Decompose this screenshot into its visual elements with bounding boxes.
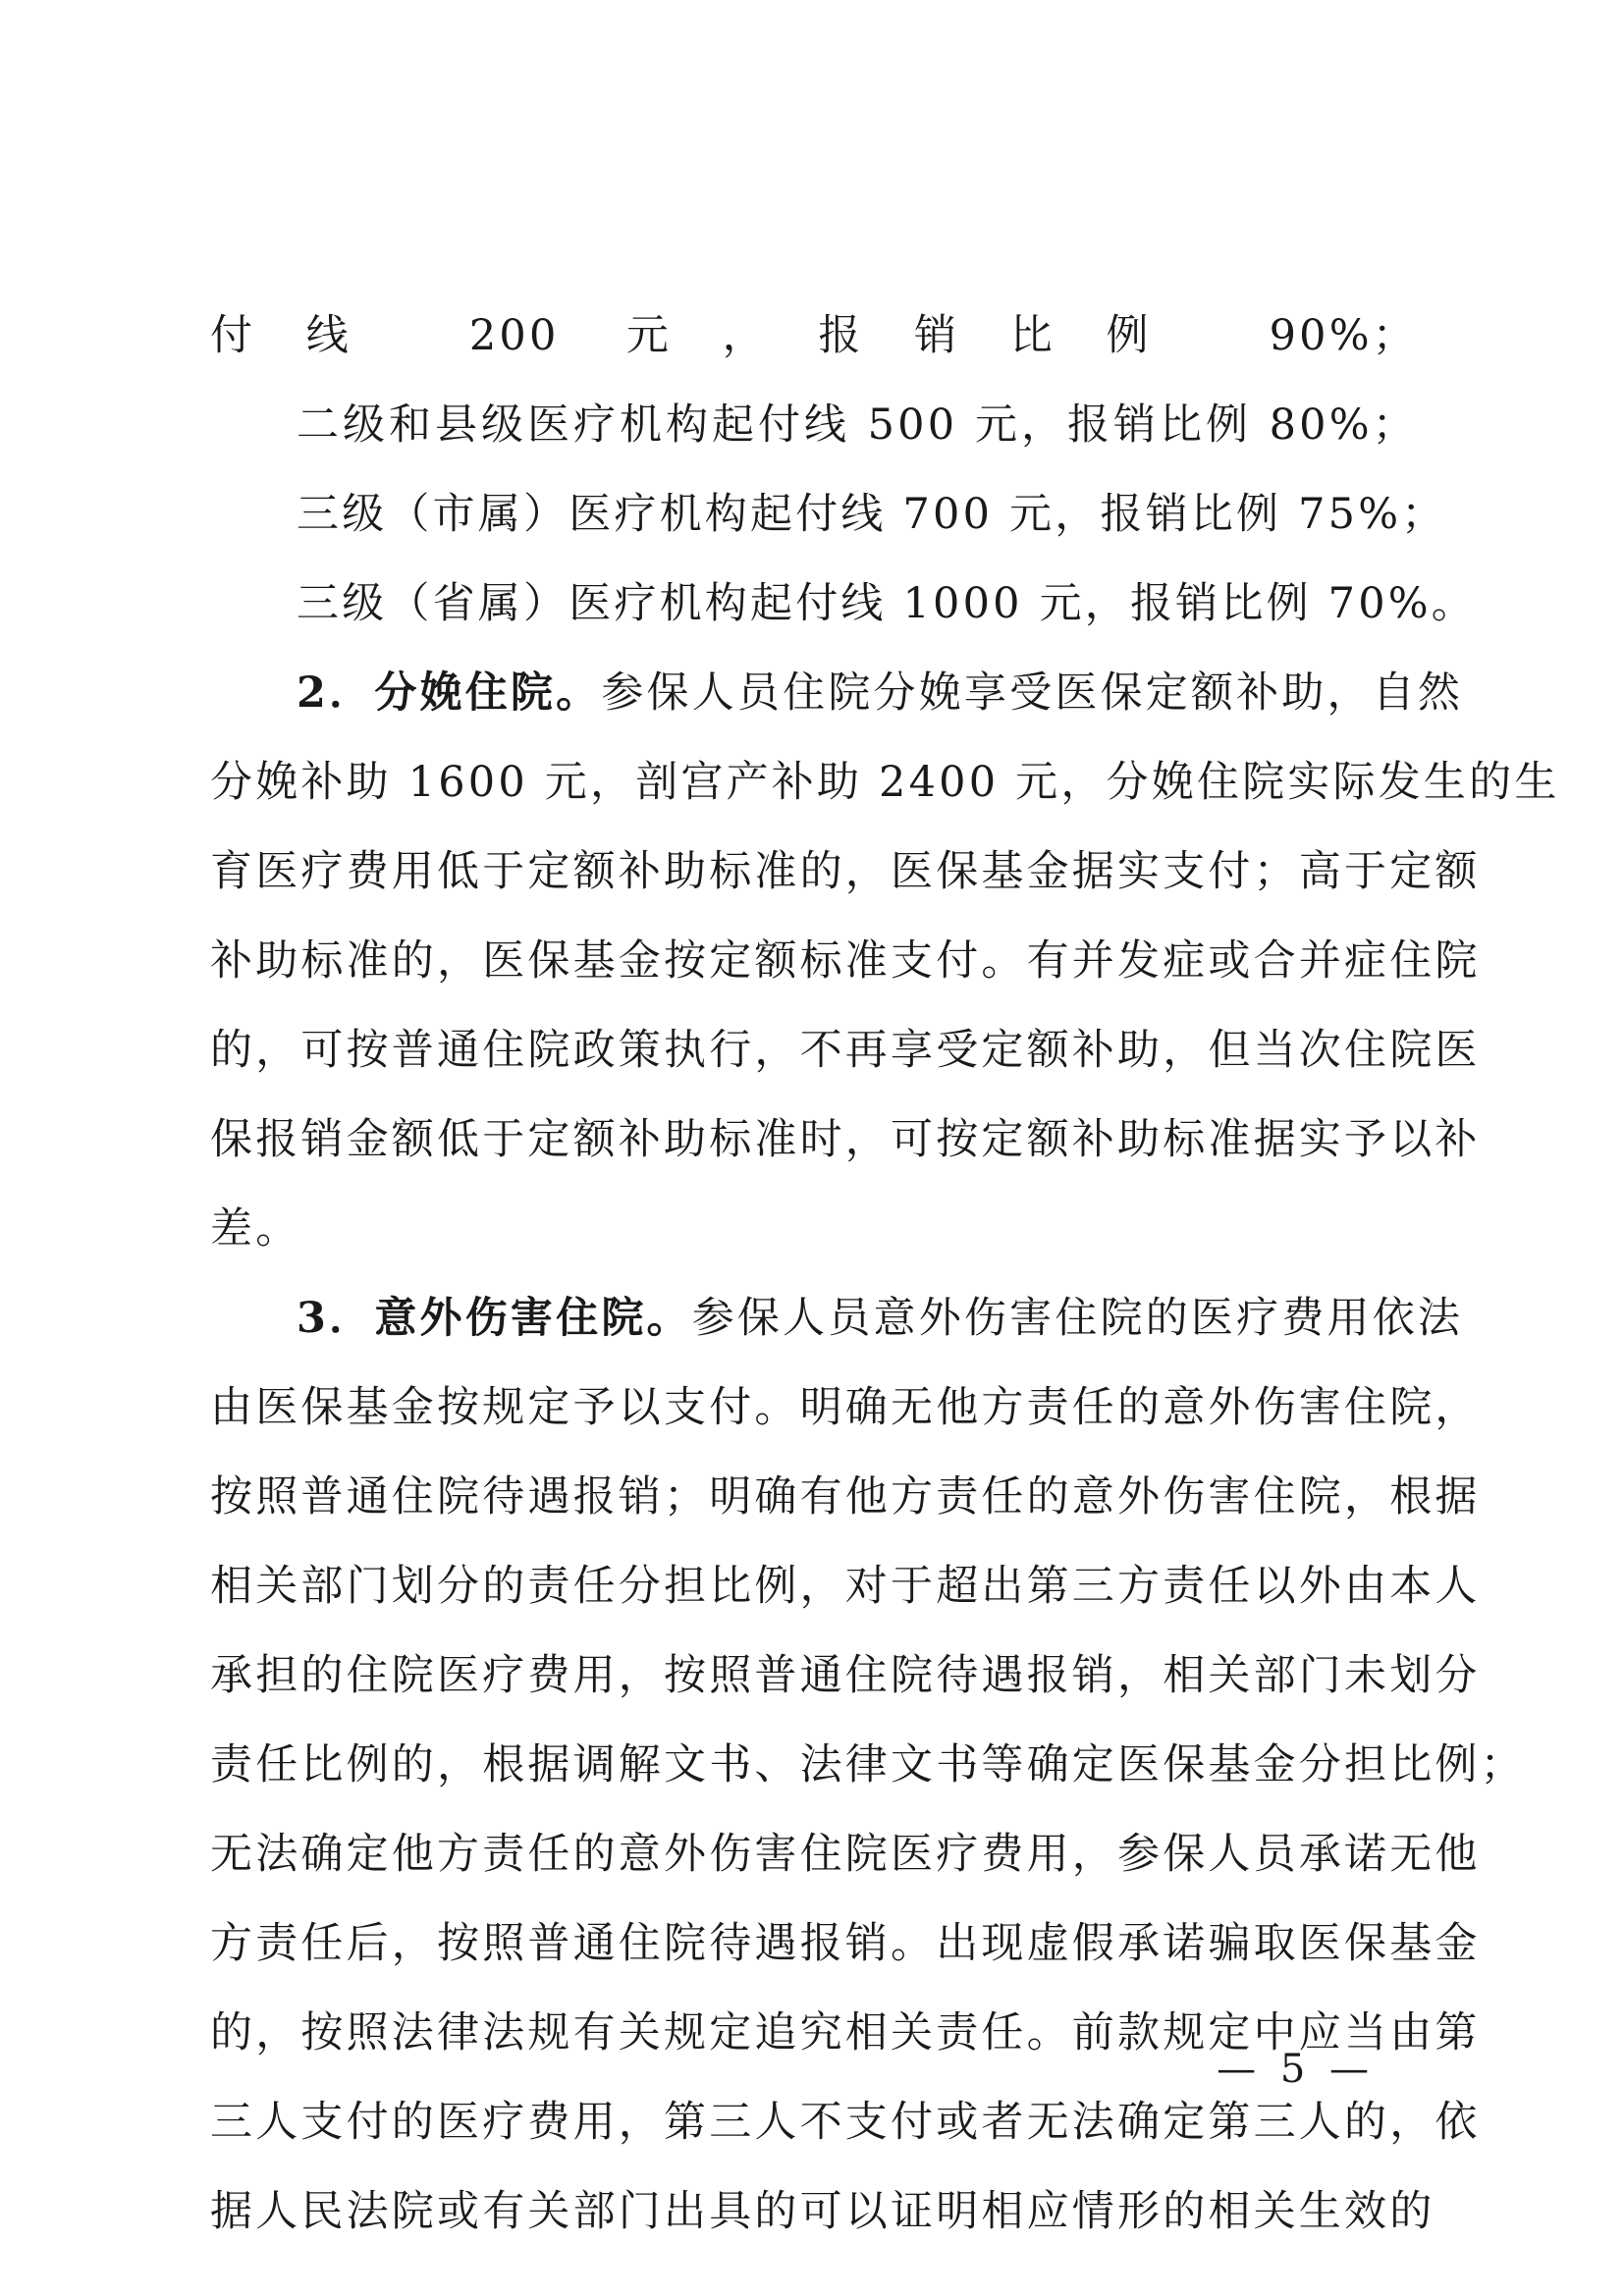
section-heading-line: 3．意外伤害住院。参保人员意外伤害住院的医疗费用依法 — [297, 1294, 1464, 1343]
paragraph-line: 三人支付的医疗费用，第三人不支付或者无法确定第三人的，依 — [210, 2098, 1481, 2147]
paragraph-line: 付线 200 元，报销比例 90%； — [210, 311, 1418, 360]
paragraph-line: 方责任后，按照普通住院待遇报销。出现虚假承诺骗取医保基金 — [210, 1919, 1481, 1968]
section-heading: 3．意外伤害住院。 — [297, 1294, 692, 1343]
paragraph-line: 责任比例的，根据调解文书、法律文书等确定医保基金分担比例； — [210, 1740, 1526, 1789]
paragraph-line: 相关部门划分的责任分担比例，对于超出第三方责任以外由本人 — [210, 1562, 1481, 1611]
paragraph-line: 补助标准的，医保基金按定额标准支付。有并发症或合并症住院 — [210, 936, 1481, 986]
paragraph-line: 按照普通住院待遇报销；明确有他方责任的意外伤害住院，根据 — [210, 1472, 1481, 1522]
paragraph-line: 差。 — [210, 1204, 301, 1254]
section-heading: 2．分娩住院。 — [297, 668, 602, 718]
paragraph-line: 育医疗费用低于定额补助标准的，医保基金据实支付；高于定额 — [210, 847, 1481, 896]
paragraph-line: 分娩补助 1600 元，剖宫产补助 2400 元，分娩住院实际发生的生 — [210, 758, 1560, 807]
body-text — [210, 292, 1560, 2257]
paragraph-line: 由医保基金按规定予以支付。明确无他方责任的意外伤害住院， — [210, 1383, 1481, 1432]
page-number: — 5 — — [1217, 2047, 1375, 2092]
paragraph-line: 三级（市属）医疗机构起付线 700 元，报销比例 75%； — [297, 490, 1447, 539]
paragraph-line: 无法确定他方责任的意外伤害住院医疗费用，参保人员承诺无他 — [210, 1830, 1481, 1879]
paragraph-line: 承担的住院医疗费用，按照普通住院待遇报销，相关部门未划分 — [210, 1651, 1481, 1700]
paragraph-line: 保报销金额低于定额补助标准时，可按定额补助标准据实予以补 — [210, 1115, 1481, 1164]
paragraph-line: 二级和县级医疗机构起付线 500 元，报销比例 80%； — [297, 400, 1418, 450]
section-heading-line: 2．分娩住院。参保人员住院分娩享受医保定额补助，自然 — [297, 668, 1464, 718]
paragraph-line: 的，可按普通住院政策执行，不再享受定额补助，但当次住院医 — [210, 1026, 1481, 1075]
paragraph-line: 三级（省属）医疗机构起付线 1000 元，报销比例 70%。 — [297, 579, 1478, 628]
paragraph-line: 的，按照法律法规有关规定追究相关责任。前款规定中应当由第 — [210, 2008, 1481, 2057]
paragraph-line: 据人民法院或有关部门出具的可以证明相应情形的相关生效的 — [210, 2187, 1435, 2236]
